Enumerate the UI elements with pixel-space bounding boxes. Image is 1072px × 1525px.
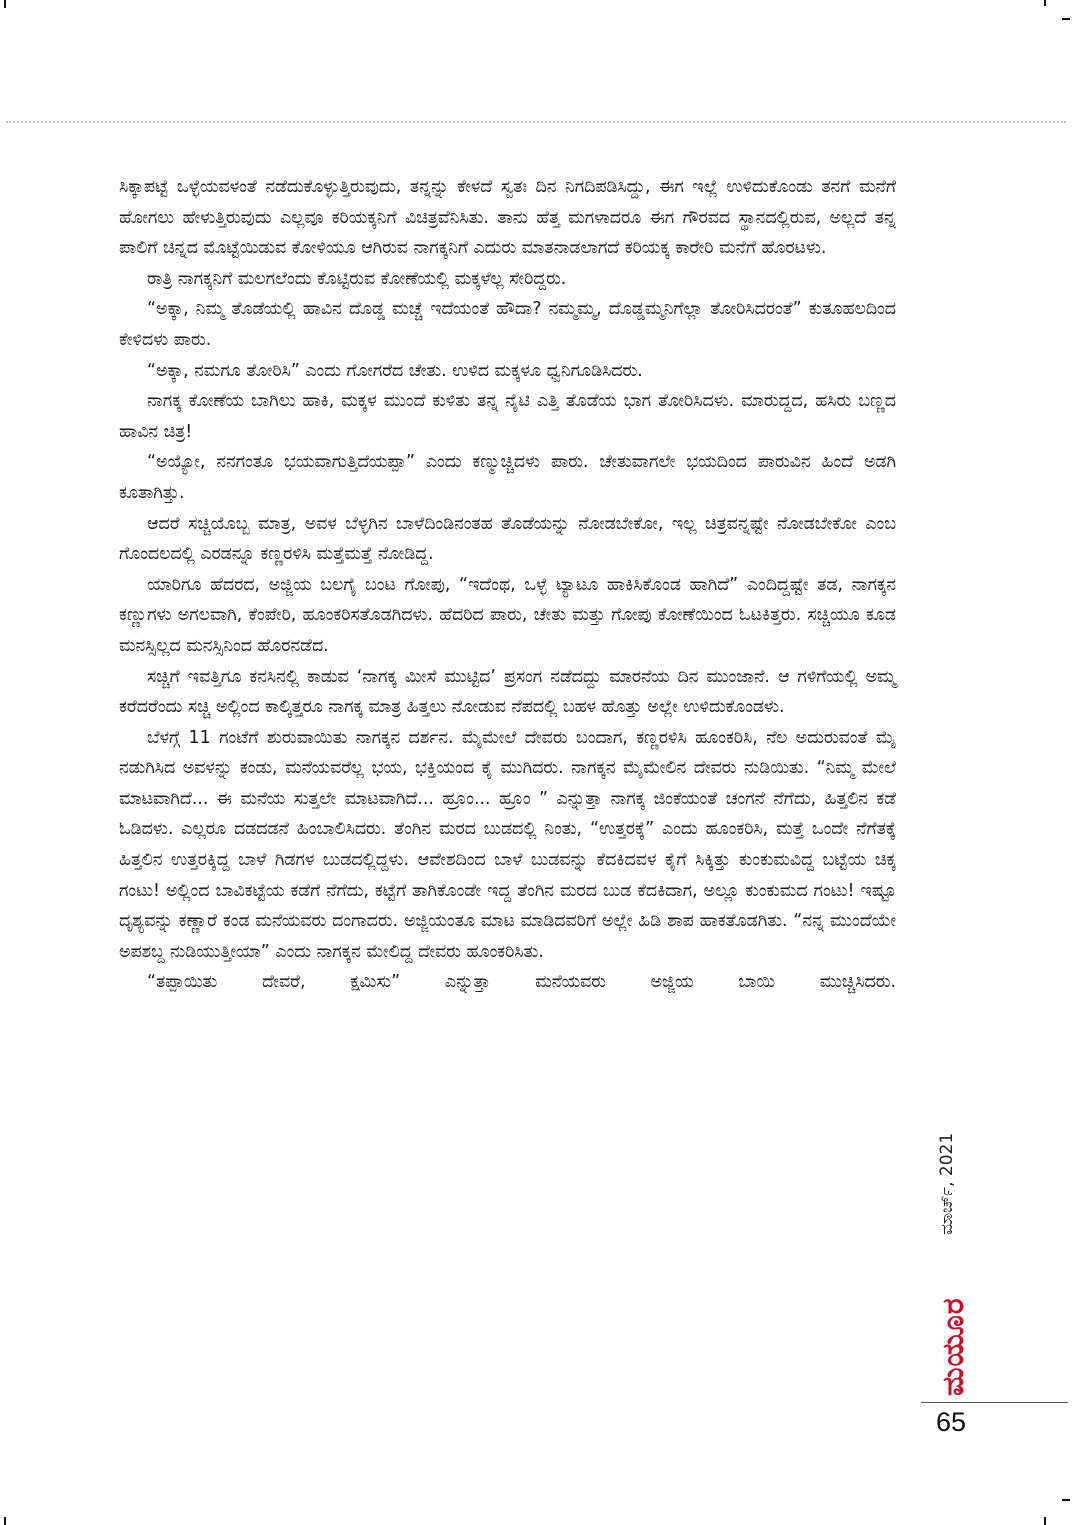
paragraph: ಆದರೆ ಸಚ್ಚಿಯೊಬ್ಬ ಮಾತ್ರ, ಅವಳ ಬೆಳ್ಳಗಿನ ಬಾಳೆದಿಂಡಿನಂತಹ ತೊಡೆಯನ್ನು ನೋಡಬೇಕೋ, ಇಲ್ಲ ಚಿತ್ರವನ್ನಷ್ಟೇ ನೋಡಬೇಕೋ ಎಂಬ ಗೊಂದಲದಲ್ಲಿ ಎರಡನ್ನೂ ಕಣ್ಣರಳಿಸಿ ಮತ್ತೆಮತ್ತೆ ನೋಡಿದ್ದ. — [119, 513, 896, 565]
magazine-logo: ಮಯೂರ — [936, 1297, 971, 1396]
issue-date: ಮಾರ್ಚ್, 2021 — [937, 1132, 957, 1235]
paragraph: ಸಚ್ಚಿಗೆ ಇವತ್ತಿಗೂ ಕನಸಿನಲ್ಲಿ ಕಾಡುವ ‘ನಾಗಕ್ಕ ಮೀಸೆ ಮುಟ್ಟಿದ’ ಪ್ರಸಂಗ ನಡೆದದ್ದು ಮಾರನೆಯ ದಿನ ಮುಂಜಾನೆ. ಆ ಗಳಿಗೆಯಲ್ಲಿ ಅಮ್ಮ ಕರೆದರೆಂದು ಸಚ್ಚಿ ಅಲ್ಲಿಂದ ಕಾಲ್ಕಿತ್ತರೂ ನಾಗಕ್ಕ ಮಾತ್ರ ಹಿತ್ತಲು ನೋಡುವ ನೆಪದಲ್ಲಿ ಬಹಳ ಹೊತ್ತು ಅಲ್ಲೇ ಉಳಿದುಕೊಂಡಳು. — [119, 666, 896, 718]
paragraph: “ತಪ್ಪಾಯಿತು ದೇವರೆ, ಕ್ಷಮಿಸು” ಎನ್ನುತ್ತಾ ಮನೆಯವರು ಅಜ್ಜಿಯ ಬಾಯಿ ಮುಚ್ಚಿಸಿದರು. — [147, 972, 896, 993]
crop-mark-bottom-right — [1044, 1517, 1046, 1525]
paragraph: ಸಿಕ್ಕಾಪಟ್ಟೆ ಒಳ್ಳೆಯವಳಂತೆ ನಡೆದುಕೊಳ್ಳುತ್ತಿರುವುದು, ತನ್ನನ್ನು ಕೇಳದೆ ಸ್ವತಃ ದಿನ ನಿಗದಿಪಡಿಸಿದ್ದು, ಈಗ ಇಲ್ಲೆ ಉಳಿದುಕೊಂಡು ತನಗೆ ಮನೆಗೆ ಹೋಗಲು ಹೇಳುತ್ತಿರುವುದು ಎಲ್ಲವೂ ಕರಿಯಕ್ಕನಿಗೆ ವಿಚಿತ್ರವೆನಿಸಿತು. ತಾನು ಹೆತ್ತ ಮಗಳಾದರೂ ಈಗ ಗೌರವದ ಸ್ಥಾನದಲ್ಲಿರುವ, ಅಲ್ಲದೆ ತನ್ನ ಪಾಲಿಗೆ ಚಿನ್ನದ ಮೊಟ್ಟೆಯಿಡುವ ಕೋಳಿಯೂ ಆಗಿರುವ ನಾಗಕ್ಕನಿಗೆ ಎದುರು ಮಾತನಾಡಲಾಗದೆ ಕರಿಯಕ್ಕ ಕಾರೇರಿ ಮನೆಗೆ ಹೊರಟಳು. — [119, 177, 896, 259]
crop-mark-bottom-left — [4, 1517, 6, 1525]
page-number: 65 — [936, 1407, 967, 1437]
paragraph: ಯಾರಿಗೂ ಹೆದರದ, ಅಜ್ಜಿಯ ಬಲಗೈ ಬಂಟ ಗೋಪು, “ಇದೆಂಥ, ಒಳ್ಳೆ ಟ್ಯಾಟೂ ಹಾಕಿಸಿಕೊಂಡ ಹಾಗಿದೆ” ಎಂದಿದ್ದಷ್ಟೇ ತಡ, ನಾಗಕ್ಕನ ಕಣ್ಣುಗಳು ಅಗಲವಾಗಿ, ಕೆಂಪೇರಿ, ಹೂಂಕರಿಸತೊಡಗಿದಳು. ಹೆದರಿದ ಪಾರು, ಚೇತು ಮತ್ತು ಗೋಪು ಕೋಣೆಯಿಂದ ಓಟಕಿತ್ತರು. ಸಚ್ಚಿಯೂ ಕೂಡ ಮನಸ್ಸಿಲ್ಲದ ಮನಸ್ಸಿನಿಂದ ಹೊರನಡೆದ. — [119, 574, 896, 656]
page-number-rule — [921, 1402, 1068, 1403]
paragraph: ರಾತ್ರಿ ನಾಗಕ್ಕನಿಗೆ ಮಲಗಲೆಂದು ಕೊಟ್ಟಿರುವ ಕೋಣೆಯಲ್ಲಿ ಮಕ್ಕಳೆಲ್ಲ ಸೇರಿದ್ದರು. — [147, 268, 567, 289]
paragraph: ಬೆಳಗ್ಗೆ 11 ಗಂಟೆಗೆ ಶುರುವಾಯಿತು ನಾಗಕ್ಕನ ದರ್ಶನ. ಮೈಮೇಲೆ ದೇವರು ಬಂದಾಗ, ಕಣ್ಣರಳಿಸಿ ಹೂಂಕರಿಸಿ, ನೆಲ ಅದುರುವಂತೆ ಮೈ ನಡುಗಿಸಿದ ಅವಳನ್ನು ಕಂಡು, ಮನೆಯವರೆಲ್ಲ ಭಯ, ಭಕ್ತಿಯಂದ ಕೈ ಮುಗಿದರು. ನಾಗಕ್ಕನ ಮೈಮೇಲಿನ ದೇವರು ನುಡಿಯಿತು. “ನಿಮ್ಮ ಮೇಲೆ ಮಾಟವಾಗಿದೆ... ಈ ಮನೆಯ ಸುತ್ತಲೇ ಮಾಟವಾಗಿದೆ... ಹ್ರೂಂ... ಹ್ರೂಂ ” ಎನ್ನುತ್ತಾ ನಾಗಕ್ಕ ಜಿಂಕೆಯಂತೆ ಚಂಗನೆ ನೆಗೆದು, ಹಿತ್ತಲಿನ ಕಡೆ ಓಡಿದಳು. ಎಲ್ಲರೂ ದಡದಡನೆ ಹಿಂಬಾಲಿಸಿದರು. ತೆಂಗಿನ ಮರದ ಬುಡದಲ್ಲಿ ನಿಂತು, “ಉತ್ತರಕ್ಕೆ” ಎಂದು ಹೂಂಕರಿಸಿ, ಮತ್ತೆ ಒಂದೇ ನೆಗೆತಕ್ಕೆ ಹಿತ್ತಲಿನ ಉತ್ತರಕ್ಕಿದ್ದ ಬಾಳೆ ಗಿಡಗಳ ಬುಡದಲ್ಲಿದ್ದಳು. ಆವೇಶದಿಂದ ಬಾಳೆ ಬುಡವನ್ನು ಕೆದಕಿದವಳ ಕೈಗೆ ಸಿಕ್ಕಿತ್ತು ಕುಂಕುಮವಿದ್ದ ಬಟ್ಟೆಯ ಚಿಕ್ಕ ಗಂಟು! ಅಲ್ಲಿಂದ ಬಾವಿಕಟ್ಟೆಯ ಕಡೆಗೆ ನೆಗೆದು, ಕಟ್ಟೆಗೆ ತಾಗಿಕೊಂಡೇ ಇದ್ದ ತೆಂಗಿನ ಮರದ ಬುಡ ಕೆದಕಿದಾಗ, ಅಲ್ಲೂ ಕುಂಕುಮದ ಗಂಟು! ಇಷ್ಟೂ ದೃಶ್ಯವನ್ನು ಕಣ್ಣಾರೆ ಕಂಡ ಮನೆಯವರು ದಂಗಾದರು. ಅಜ್ಜಿಯಂತೂ ಮಾಟ ಮಾಡಿದವರಿಗೆ ಅಲ್ಲೇ ಹಿಡಿ ಶಾಪ ಹಾಕತೊಡಗಿತು. “ನನ್ನ ಮುಂದೆಯೇ ಅಪಶಬ್ದ ನುಡಿಯುತ್ತೀಯಾ” ಎಂದು ನಾಗಕ್ಕನ ಮೇಲಿದ್ದ ದೇವರು ಹೂಂಕರಿಸಿತು. — [119, 727, 896, 962]
crop-mark-top-left — [4, 0, 6, 8]
paragraph: “ಅಕ್ಕಾ, ನಮಗೂ ತೋರಿಸಿ” ಎಂದು ಗೋಗರೆದ ಚೇತು. ಉಳಿದ ಮಕ್ಕಳೂ ಧ್ವನಿಗೂಡಿಸಿದರು. — [147, 360, 643, 381]
paragraph: ನಾಗಕ್ಕ ಕೋಣೆಯ ಬಾಗಿಲು ಹಾಕಿ, ಮಕ್ಕಳ ಮುಂದೆ ಕುಳಿತು ತನ್ನ ನೈಟಿ ಎತ್ತಿ ತೊಡೆಯ ಭಾಗ ತೋರಿಸಿದಳು. ಮಾರುದ್ದದ, ಹಸಿರು ಬಣ್ಣದ ಹಾವಿನ ಚಿತ್ರ! — [119, 391, 896, 442]
crop-mark-top-right-horizontal — [1062, 18, 1070, 20]
paragraph: “ಅಕ್ಕಾ, ನಿಮ್ಮ ತೊಡೆಯಲ್ಲಿ ಹಾವಿನ ದೊಡ್ಡ ಮಚ್ಚೆ ಇದೆಯಂತೆ ಹೌದಾ? ನಮ್ಮಮ್ಮ, ದೊಡ್ಡಮ್ಮನಿಗೆಲ್ಲಾ ತೋರಿಸಿದರಂತೆ” ಕುತೂಹಲದಿಂದ ಕೇಳಿದಳು ಪಾರು. — [119, 299, 896, 350]
crop-mark-top-right — [1044, 0, 1046, 6]
header-dotted-rule — [6, 121, 1066, 123]
article-body — [119, 172, 896, 998]
crop-mark-bottom-right-horizontal — [1062, 1499, 1070, 1501]
paragraph: “ಅಯ್ಯೋ, ನನಗಂತೂ ಭಯವಾಗುತ್ತಿದೆಯಪ್ಪಾ” ಎಂದು ಕಣ್ಮುಚ್ಚಿದಳು ಪಾರು. ಚೇತುವಾಗಲೇ ಭಯದಿಂದ ಪಾರುವಿನ ಹಿಂದೆ ಅಡಗಿ ಕೂತಾಗಿತ್ತು. — [119, 452, 896, 503]
